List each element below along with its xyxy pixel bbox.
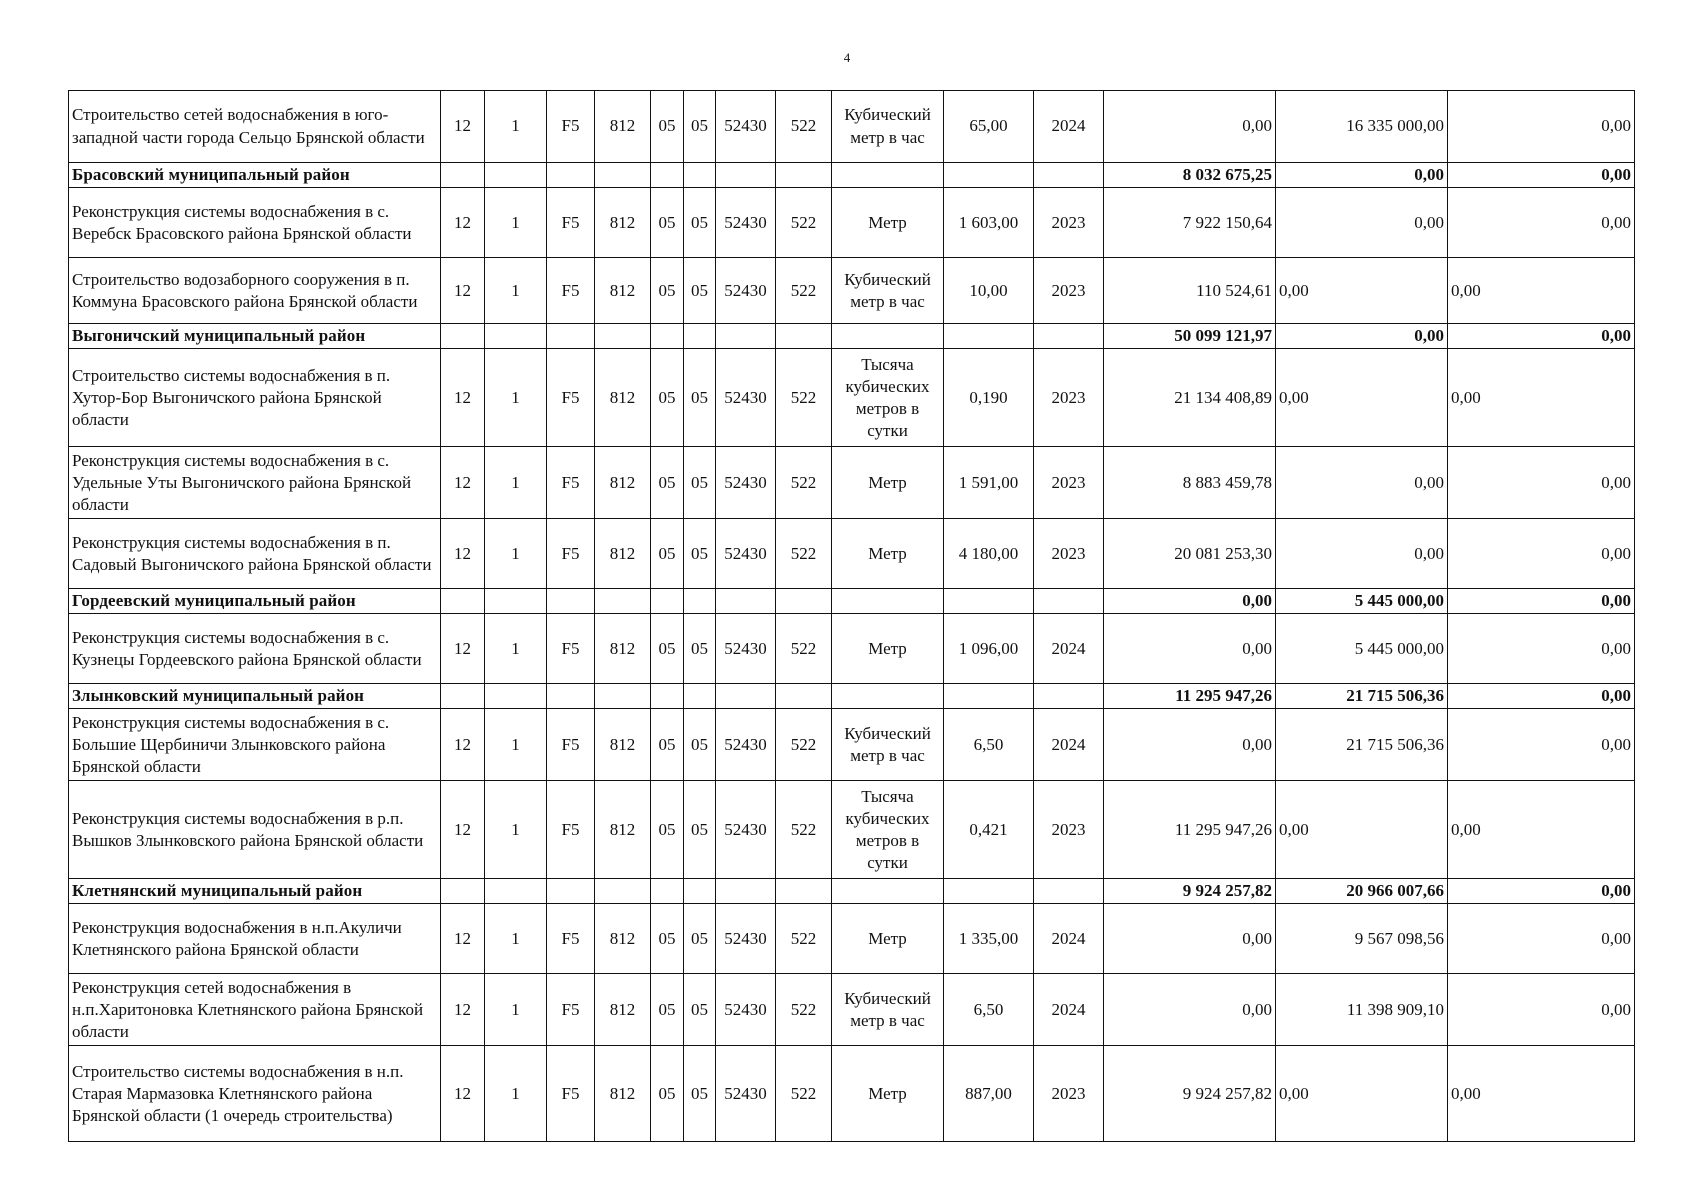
total-2023: 8 032 675,25 — [1104, 163, 1276, 188]
project-name: Строительство системы водоснабжения в н.п. Старая Мармазовка Клетнянского района Брянской области (1 очередь строительства) — [69, 1046, 441, 1142]
code-c5: 05 — [651, 1046, 684, 1142]
district-name: Выгоничский муниципальный район — [69, 324, 441, 349]
district-total-row — [69, 324, 1635, 349]
code-c6: 05 — [684, 614, 716, 684]
district-name: Брасовский муниципальный район — [69, 163, 441, 188]
code-c3: F5 — [547, 709, 595, 781]
amount-2024: 0,00 — [1276, 188, 1448, 258]
code-c1: 12 — [441, 974, 485, 1046]
commissioning-year: 2023 — [1034, 519, 1104, 589]
code-c6: 05 — [684, 974, 716, 1046]
code-c5: 05 — [651, 781, 684, 879]
amount-2024: 0,00 — [1276, 258, 1448, 324]
code-c1: 12 — [441, 519, 485, 589]
code-c6: 05 — [684, 904, 716, 974]
project-row — [69, 349, 1635, 447]
code-c1: 12 — [441, 1046, 485, 1142]
project-name: Реконструкция системы водоснабжения в с. Веребск Брасовского района Брянской области — [69, 188, 441, 258]
code-c4: 812 — [595, 709, 651, 781]
code-c3: F5 — [547, 91, 595, 163]
commissioning-year: 2024 — [1034, 974, 1104, 1046]
empty-cell — [944, 684, 1034, 709]
empty-cell — [684, 684, 716, 709]
empty-cell — [832, 324, 944, 349]
empty-cell — [485, 879, 547, 904]
amount-2025: 0,00 — [1448, 519, 1635, 589]
total-2024: 21 715 506,36 — [1276, 684, 1448, 709]
budget-table — [68, 90, 1635, 1142]
empty-cell — [595, 324, 651, 349]
empty-cell — [832, 684, 944, 709]
code-c1: 12 — [441, 781, 485, 879]
unit-of-measure: Метр — [832, 904, 944, 974]
code-c8: 522 — [776, 519, 832, 589]
code-c5: 05 — [651, 258, 684, 324]
code-c5: 05 — [651, 349, 684, 447]
code-c2: 1 — [485, 781, 547, 879]
amount-2024: 0,00 — [1276, 349, 1448, 447]
code-c5: 05 — [651, 447, 684, 519]
code-c7: 52430 — [716, 447, 776, 519]
empty-cell — [776, 324, 832, 349]
code-c3: F5 — [547, 258, 595, 324]
code-c3: F5 — [547, 188, 595, 258]
empty-cell — [716, 163, 776, 188]
amount-2023: 20 081 253,30 — [1104, 519, 1276, 589]
project-name: Реконструкция системы водоснабжения в р.п. Вышков Злынковского района Брянской области — [69, 781, 441, 879]
amount-2023: 9 924 257,82 — [1104, 1046, 1276, 1142]
total-2025: 0,00 — [1448, 879, 1635, 904]
amount-2023: 0,00 — [1104, 709, 1276, 781]
empty-cell — [776, 589, 832, 614]
code-c8: 522 — [776, 447, 832, 519]
code-c7: 52430 — [716, 258, 776, 324]
empty-cell — [547, 589, 595, 614]
unit-of-measure: Метр — [832, 614, 944, 684]
empty-cell — [651, 163, 684, 188]
code-c6: 05 — [684, 188, 716, 258]
code-c4: 812 — [595, 904, 651, 974]
code-c8: 522 — [776, 614, 832, 684]
total-2024: 20 966 007,66 — [1276, 879, 1448, 904]
amount-2025: 0,00 — [1448, 974, 1635, 1046]
empty-cell — [595, 589, 651, 614]
amount-2023: 21 134 408,89 — [1104, 349, 1276, 447]
amount-2023: 0,00 — [1104, 614, 1276, 684]
code-c3: F5 — [547, 447, 595, 519]
code-c3: F5 — [547, 904, 595, 974]
total-2025: 0,00 — [1448, 684, 1635, 709]
code-c6: 05 — [684, 1046, 716, 1142]
code-c4: 812 — [595, 519, 651, 589]
code-c4: 812 — [595, 258, 651, 324]
project-name: Реконструкция сетей водоснабжения в н.п.Харитоновка Клетнянского района Брянской области — [69, 974, 441, 1046]
code-c5: 05 — [651, 519, 684, 589]
unit-of-measure: Тысяча кубических метров в сутки — [832, 781, 944, 879]
code-c1: 12 — [441, 904, 485, 974]
empty-cell — [595, 684, 651, 709]
commissioning-year: 2024 — [1034, 904, 1104, 974]
empty-cell — [547, 324, 595, 349]
empty-cell — [441, 879, 485, 904]
amount-2023: 0,00 — [1104, 974, 1276, 1046]
district-name: Клетнянский муниципальный район — [69, 879, 441, 904]
amount-2024: 0,00 — [1276, 519, 1448, 589]
amount-2025: 0,00 — [1448, 349, 1635, 447]
amount-2025: 0,00 — [1448, 447, 1635, 519]
code-c8: 522 — [776, 349, 832, 447]
code-c3: F5 — [547, 349, 595, 447]
unit-of-measure: Метр — [832, 188, 944, 258]
commissioning-year: 2023 — [1034, 188, 1104, 258]
code-c3: F5 — [547, 1046, 595, 1142]
project-row — [69, 258, 1635, 324]
code-c7: 52430 — [716, 614, 776, 684]
code-c2: 1 — [485, 614, 547, 684]
table-body — [69, 91, 1635, 1142]
empty-cell — [441, 589, 485, 614]
amount-2024: 16 335 000,00 — [1276, 91, 1448, 163]
empty-cell — [716, 589, 776, 614]
empty-cell — [1034, 589, 1104, 614]
project-name: Реконструкция системы водоснабжения в с. Большие Щербиничи Злынковского района Брянской области — [69, 709, 441, 781]
amount-2025: 0,00 — [1448, 258, 1635, 324]
code-c6: 05 — [684, 258, 716, 324]
project-row — [69, 91, 1635, 163]
empty-cell — [441, 163, 485, 188]
amount-2023: 8 883 459,78 — [1104, 447, 1276, 519]
capacity: 1 603,00 — [944, 188, 1034, 258]
commissioning-year: 2023 — [1034, 781, 1104, 879]
total-2023: 9 924 257,82 — [1104, 879, 1276, 904]
code-c4: 812 — [595, 614, 651, 684]
code-c7: 52430 — [716, 91, 776, 163]
code-c2: 1 — [485, 349, 547, 447]
empty-cell — [595, 163, 651, 188]
code-c6: 05 — [684, 709, 716, 781]
project-name: Строительство сетей водоснабжения в юго-западной части города Сельцо Брянской области — [69, 91, 441, 163]
district-total-row — [69, 684, 1635, 709]
amount-2024: 11 398 909,10 — [1276, 974, 1448, 1046]
code-c4: 812 — [595, 974, 651, 1046]
code-c6: 05 — [684, 349, 716, 447]
code-c6: 05 — [684, 91, 716, 163]
amount-2025: 0,00 — [1448, 614, 1635, 684]
capacity: 1 335,00 — [944, 904, 1034, 974]
code-c2: 1 — [485, 91, 547, 163]
unit-of-measure: Метр — [832, 519, 944, 589]
code-c8: 522 — [776, 188, 832, 258]
empty-cell — [1034, 684, 1104, 709]
amount-2025: 0,00 — [1448, 188, 1635, 258]
total-2023: 0,00 — [1104, 589, 1276, 614]
capacity: 10,00 — [944, 258, 1034, 324]
empty-cell — [547, 163, 595, 188]
project-row — [69, 447, 1635, 519]
code-c6: 05 — [684, 447, 716, 519]
commissioning-year: 2024 — [1034, 91, 1104, 163]
code-c8: 522 — [776, 781, 832, 879]
code-c3: F5 — [547, 614, 595, 684]
empty-cell — [716, 324, 776, 349]
empty-cell — [944, 163, 1034, 188]
code-c6: 05 — [684, 519, 716, 589]
empty-cell — [684, 589, 716, 614]
code-c1: 12 — [441, 447, 485, 519]
empty-cell — [1034, 163, 1104, 188]
commissioning-year: 2023 — [1034, 1046, 1104, 1142]
code-c8: 522 — [776, 904, 832, 974]
page-number: 4 — [843, 50, 851, 65]
empty-cell — [547, 879, 595, 904]
code-c5: 05 — [651, 91, 684, 163]
project-name: Реконструкция системы водоснабжения в с. Удельные Уты Выгоничского района Брянской области — [69, 447, 441, 519]
empty-cell — [684, 879, 716, 904]
code-c3: F5 — [547, 781, 595, 879]
code-c2: 1 — [485, 974, 547, 1046]
code-c4: 812 — [595, 447, 651, 519]
capacity: 6,50 — [944, 974, 1034, 1046]
code-c5: 05 — [651, 904, 684, 974]
code-c7: 52430 — [716, 349, 776, 447]
capacity: 65,00 — [944, 91, 1034, 163]
amount-2024: 5 445 000,00 — [1276, 614, 1448, 684]
project-name: Реконструкция водоснабжения в н.п.Акуличи Клетнянского района Брянской области — [69, 904, 441, 974]
code-c1: 12 — [441, 91, 485, 163]
amount-2025: 0,00 — [1448, 904, 1635, 974]
district-name: Гордеевский муниципальный район — [69, 589, 441, 614]
code-c5: 05 — [651, 614, 684, 684]
code-c8: 522 — [776, 258, 832, 324]
code-c2: 1 — [485, 188, 547, 258]
commissioning-year: 2023 — [1034, 258, 1104, 324]
code-c1: 12 — [441, 258, 485, 324]
amount-2023: 0,00 — [1104, 904, 1276, 974]
empty-cell — [776, 879, 832, 904]
district-total-row — [69, 589, 1635, 614]
code-c6: 05 — [684, 781, 716, 879]
code-c7: 52430 — [716, 781, 776, 879]
code-c7: 52430 — [716, 904, 776, 974]
code-c2: 1 — [485, 258, 547, 324]
code-c7: 52430 — [716, 974, 776, 1046]
commissioning-year: 2024 — [1034, 614, 1104, 684]
total-2025: 0,00 — [1448, 589, 1635, 614]
project-row — [69, 1046, 1635, 1142]
capacity: 0,190 — [944, 349, 1034, 447]
empty-cell — [1034, 324, 1104, 349]
code-c5: 05 — [651, 974, 684, 1046]
amount-2024: 0,00 — [1276, 1046, 1448, 1142]
code-c7: 52430 — [716, 709, 776, 781]
empty-cell — [716, 879, 776, 904]
code-c2: 1 — [485, 519, 547, 589]
empty-cell — [651, 879, 684, 904]
code-c5: 05 — [651, 709, 684, 781]
total-2024: 0,00 — [1276, 324, 1448, 349]
project-row — [69, 614, 1635, 684]
project-name: Строительство системы водоснабжения в п. Хутор-Бор Выгоничского района Брянской области — [69, 349, 441, 447]
commissioning-year: 2024 — [1034, 709, 1104, 781]
unit-of-measure: Кубический метр в час — [832, 91, 944, 163]
empty-cell — [776, 163, 832, 188]
code-c3: F5 — [547, 519, 595, 589]
total-2025: 0,00 — [1448, 163, 1635, 188]
amount-2024: 0,00 — [1276, 447, 1448, 519]
total-2024: 0,00 — [1276, 163, 1448, 188]
empty-cell — [684, 163, 716, 188]
code-c2: 1 — [485, 709, 547, 781]
commissioning-year: 2023 — [1034, 447, 1104, 519]
empty-cell — [485, 324, 547, 349]
project-name: Строительство водозаборного сооружения в п. Коммуна Брасовского района Брянской области — [69, 258, 441, 324]
amount-2023: 11 295 947,26 — [1104, 781, 1276, 879]
district-total-row — [69, 879, 1635, 904]
total-2023: 50 099 121,97 — [1104, 324, 1276, 349]
code-c1: 12 — [441, 614, 485, 684]
commissioning-year: 2023 — [1034, 349, 1104, 447]
code-c5: 05 — [651, 188, 684, 258]
amount-2023: 110 524,61 — [1104, 258, 1276, 324]
unit-of-measure: Тысяча кубических метров в сутки — [832, 349, 944, 447]
capacity: 1 096,00 — [944, 614, 1034, 684]
project-row — [69, 781, 1635, 879]
empty-cell — [1034, 879, 1104, 904]
total-2025: 0,00 — [1448, 324, 1635, 349]
code-c2: 1 — [485, 1046, 547, 1142]
code-c1: 12 — [441, 188, 485, 258]
amount-2024: 9 567 098,56 — [1276, 904, 1448, 974]
empty-cell — [684, 324, 716, 349]
amount-2024: 21 715 506,36 — [1276, 709, 1448, 781]
code-c4: 812 — [595, 188, 651, 258]
empty-cell — [441, 684, 485, 709]
project-row — [69, 904, 1635, 974]
empty-cell — [485, 163, 547, 188]
empty-cell — [595, 879, 651, 904]
empty-cell — [485, 684, 547, 709]
amount-2025: 0,00 — [1448, 1046, 1635, 1142]
empty-cell — [441, 324, 485, 349]
code-c2: 1 — [485, 447, 547, 519]
capacity: 887,00 — [944, 1046, 1034, 1142]
code-c4: 812 — [595, 349, 651, 447]
code-c8: 522 — [776, 709, 832, 781]
empty-cell — [832, 163, 944, 188]
unit-of-measure: Метр — [832, 1046, 944, 1142]
capacity: 0,421 — [944, 781, 1034, 879]
amount-2025: 0,00 — [1448, 709, 1635, 781]
amount-2024: 0,00 — [1276, 781, 1448, 879]
project-row — [69, 519, 1635, 589]
amount-2025: 0,00 — [1448, 781, 1635, 879]
code-c7: 52430 — [716, 188, 776, 258]
district-total-row — [69, 163, 1635, 188]
total-2024: 5 445 000,00 — [1276, 589, 1448, 614]
empty-cell — [651, 589, 684, 614]
code-c2: 1 — [485, 904, 547, 974]
code-c7: 52430 — [716, 1046, 776, 1142]
capacity: 6,50 — [944, 709, 1034, 781]
code-c7: 52430 — [716, 519, 776, 589]
empty-cell — [832, 589, 944, 614]
unit-of-measure: Кубический метр в час — [832, 974, 944, 1046]
amount-2025: 0,00 — [1448, 91, 1635, 163]
empty-cell — [485, 589, 547, 614]
empty-cell — [547, 684, 595, 709]
capacity: 4 180,00 — [944, 519, 1034, 589]
amount-2023: 0,00 — [1104, 91, 1276, 163]
code-c4: 812 — [595, 91, 651, 163]
empty-cell — [832, 879, 944, 904]
project-row — [69, 974, 1635, 1046]
project-row — [69, 709, 1635, 781]
unit-of-measure: Метр — [832, 447, 944, 519]
code-c1: 12 — [441, 349, 485, 447]
code-c8: 522 — [776, 1046, 832, 1142]
project-name: Реконструкция системы водоснабжения в п. Садовый Выгоничского района Брянской области — [69, 519, 441, 589]
unit-of-measure: Кубический метр в час — [832, 709, 944, 781]
empty-cell — [944, 589, 1034, 614]
project-row — [69, 188, 1635, 258]
total-2023: 11 295 947,26 — [1104, 684, 1276, 709]
unit-of-measure: Кубический метр в час — [832, 258, 944, 324]
code-c8: 522 — [776, 91, 832, 163]
empty-cell — [776, 684, 832, 709]
empty-cell — [944, 324, 1034, 349]
capacity: 1 591,00 — [944, 447, 1034, 519]
code-c8: 522 — [776, 974, 832, 1046]
amount-2023: 7 922 150,64 — [1104, 188, 1276, 258]
code-c1: 12 — [441, 709, 485, 781]
empty-cell — [651, 684, 684, 709]
empty-cell — [716, 684, 776, 709]
code-c4: 812 — [595, 1046, 651, 1142]
code-c4: 812 — [595, 781, 651, 879]
district-name: Злынковский муниципальный район — [69, 684, 441, 709]
empty-cell — [944, 879, 1034, 904]
code-c3: F5 — [547, 974, 595, 1046]
project-name: Реконструкция системы водоснабжения в с. Кузнецы Гордеевского района Брянской области — [69, 614, 441, 684]
empty-cell — [651, 324, 684, 349]
